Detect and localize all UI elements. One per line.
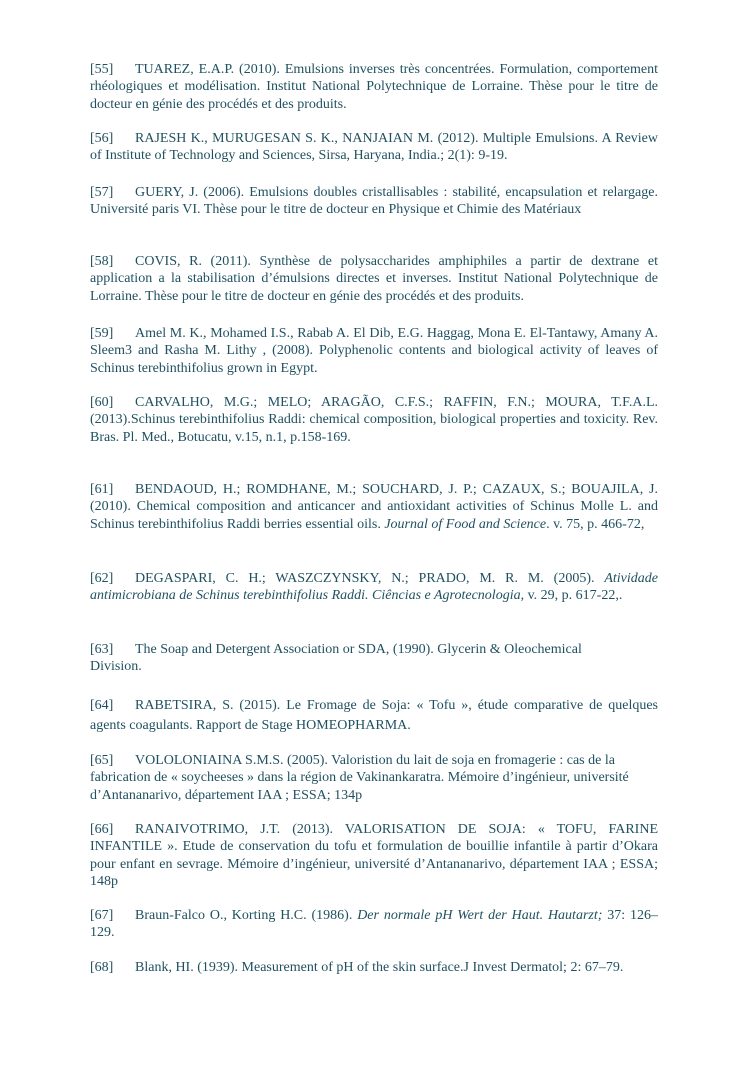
reference-entry-62 xyxy=(90,570,658,605)
reference-number: [58] xyxy=(90,254,114,269)
reference-entry-67 xyxy=(90,907,658,942)
reference-text: CARVALHO, M.G.; MELO; ARAGÃO, C.F.S.; RAFFIN, F.N.; MOURA, T.F.A.L. (2013).Schinus terebinthifolius Raddi: chemical composition, biological properties and toxicity. Rev. Bras. Pl. Med., Botucatu, v.15, n.1, p.158-169. xyxy=(90,395,658,445)
reference-details: . v. 75, p. 466-72, xyxy=(546,516,645,532)
reference-text: RABETSIRA, S. (2015). Le Fromage de Soja: « Tofu », étude comparative de quelques agents coagulants. Rapport de Stage HOMEOPHARMA. xyxy=(90,698,658,733)
reference-entry-58 xyxy=(90,253,658,305)
reference-details: , v. 29, p. 617-22,. xyxy=(520,588,623,604)
reference-entry-56 xyxy=(90,130,658,165)
reference-text: GUERY, J. (2006). Emulsions doubles cristallisables : stabilité, encapsulation et relargage. Université paris VI. Thèse pour le titre de docteur en Physique et Chimie des Matériaux xyxy=(90,185,658,218)
reference-number: [68] xyxy=(90,960,114,975)
reference-entry-64 xyxy=(90,696,658,735)
journal-title: Der normale pH Wert der Haut. Hautarzt; xyxy=(357,908,603,923)
reference-number: [60] xyxy=(90,395,114,410)
reference-text: Blank, HI. (1939). Measurement of pH of the skin surface.J Invest Dermatol; 2: 67–79. xyxy=(135,960,624,975)
reference-number: [59] xyxy=(90,326,114,341)
reference-number: [55] xyxy=(90,62,114,77)
reference-number: [57] xyxy=(90,185,114,200)
reference-text: RAJESH K., MURUGESAN S. K., NANJAIAN M. (2012). Multiple Emulsions. A Review of Institute of Technology and Sciences, Sirsa, Haryana, India.; 2(1): 9-19. xyxy=(90,131,658,164)
reference-text: DEGASPARI, C. H.; WASZCZYNSKY, N.; PRADO, M. R. M. (2005). xyxy=(135,571,595,586)
reference-entry-66 xyxy=(90,821,658,891)
reference-entry-68 xyxy=(90,959,658,976)
reference-number: [64] xyxy=(90,698,114,713)
journal-title: Journal of Food and Science xyxy=(384,516,547,532)
reference-entry-61 xyxy=(90,481,658,533)
reference-entry-63 xyxy=(90,641,630,676)
reference-entry-60 xyxy=(90,394,658,446)
reference-text: Amel M. K., Mohamed I.S., Rabab A. El Dib, E.G. Haggag, Mona E. El-Tantawy, Amany A. Sleem3 and Rasha M. Lithy , (2008). Polyphenolic contents and biological activity of leaves of Schinus terebinthifolius grown in Egypt. xyxy=(90,326,658,376)
reference-entry-57 xyxy=(90,184,658,219)
reference-number: [65] xyxy=(90,753,114,768)
reference-number: [66] xyxy=(90,822,114,837)
reference-details: 37: 126–129. xyxy=(90,908,659,941)
reference-entry-59 xyxy=(90,325,658,377)
journal-title: Atividade antimicrobiana de Schinus terebinthifolius Raddi. Ciências e Agrotecnologia xyxy=(90,571,658,604)
reference-number: [61] xyxy=(90,482,114,497)
reference-entry-65 xyxy=(90,752,662,804)
reference-text: COVIS, R. (2011). Synthèse de polysaccharides amphiphiles a partir de dextrane et application a la stabilisation d’émulsions directes et inverses. Institut National Polytechnique de Lorraine. Thèse pour le titre de docteur en génie des procédés et des produits. xyxy=(90,254,658,304)
reference-text: Braun-Falco O., Korting H.C. (1986). xyxy=(135,908,353,923)
reference-number: [67] xyxy=(90,908,114,923)
reference-number: [63] xyxy=(90,642,114,657)
reference-text: TUAREZ, E.A.P. (2010). Emulsions inverses très concentrées. Formulation, comportement rhéologiques et modélisation. Institut National Polytechnique de Lorraine. Thèse pour le titre de docteur en génie des procédés et des produits. xyxy=(90,62,658,112)
reference-entry-55 xyxy=(90,61,658,113)
reference-text: The Soap and Detergent Association or SDA, (1990). Glycerin & Oleochemical Division. xyxy=(90,642,582,675)
reference-text: BENDAOUD, H.; ROMDHANE, M.; SOUCHARD, J. P.; CAZAUX, S.; BOUAJILA, J. (2010). Chemical composition and anticancer and antioxidant activities of Schinus Molle L. and Schinus terebinthifolius Raddi berries essential oils. xyxy=(90,482,658,532)
reference-number: [62] xyxy=(90,571,114,586)
reference-text: RANAIVOTRIMO, J.T. (2013). VALORISATION DE SOJA: « TOFU, FARINE INFANTILE ». Etude de conservation du tofu et formulation de bouillie infantile à partir d’Okara pour enfant en sevrage. Mémoire d’ingénieur, université d’Antananarivo, département IAA ; ESSA; 148p xyxy=(90,822,658,890)
reference-text: VOLOLONIAINA S.M.S. (2005). Valoristion du lait de soja en fromagerie : cas de la fabrication de « soycheeses » dans la région de Vakinankaratra. Mémoire d’ingénieur, université d’Antananarivo, département IAA ; ESSA; 134p xyxy=(90,753,629,803)
reference-number: [56] xyxy=(90,131,114,146)
